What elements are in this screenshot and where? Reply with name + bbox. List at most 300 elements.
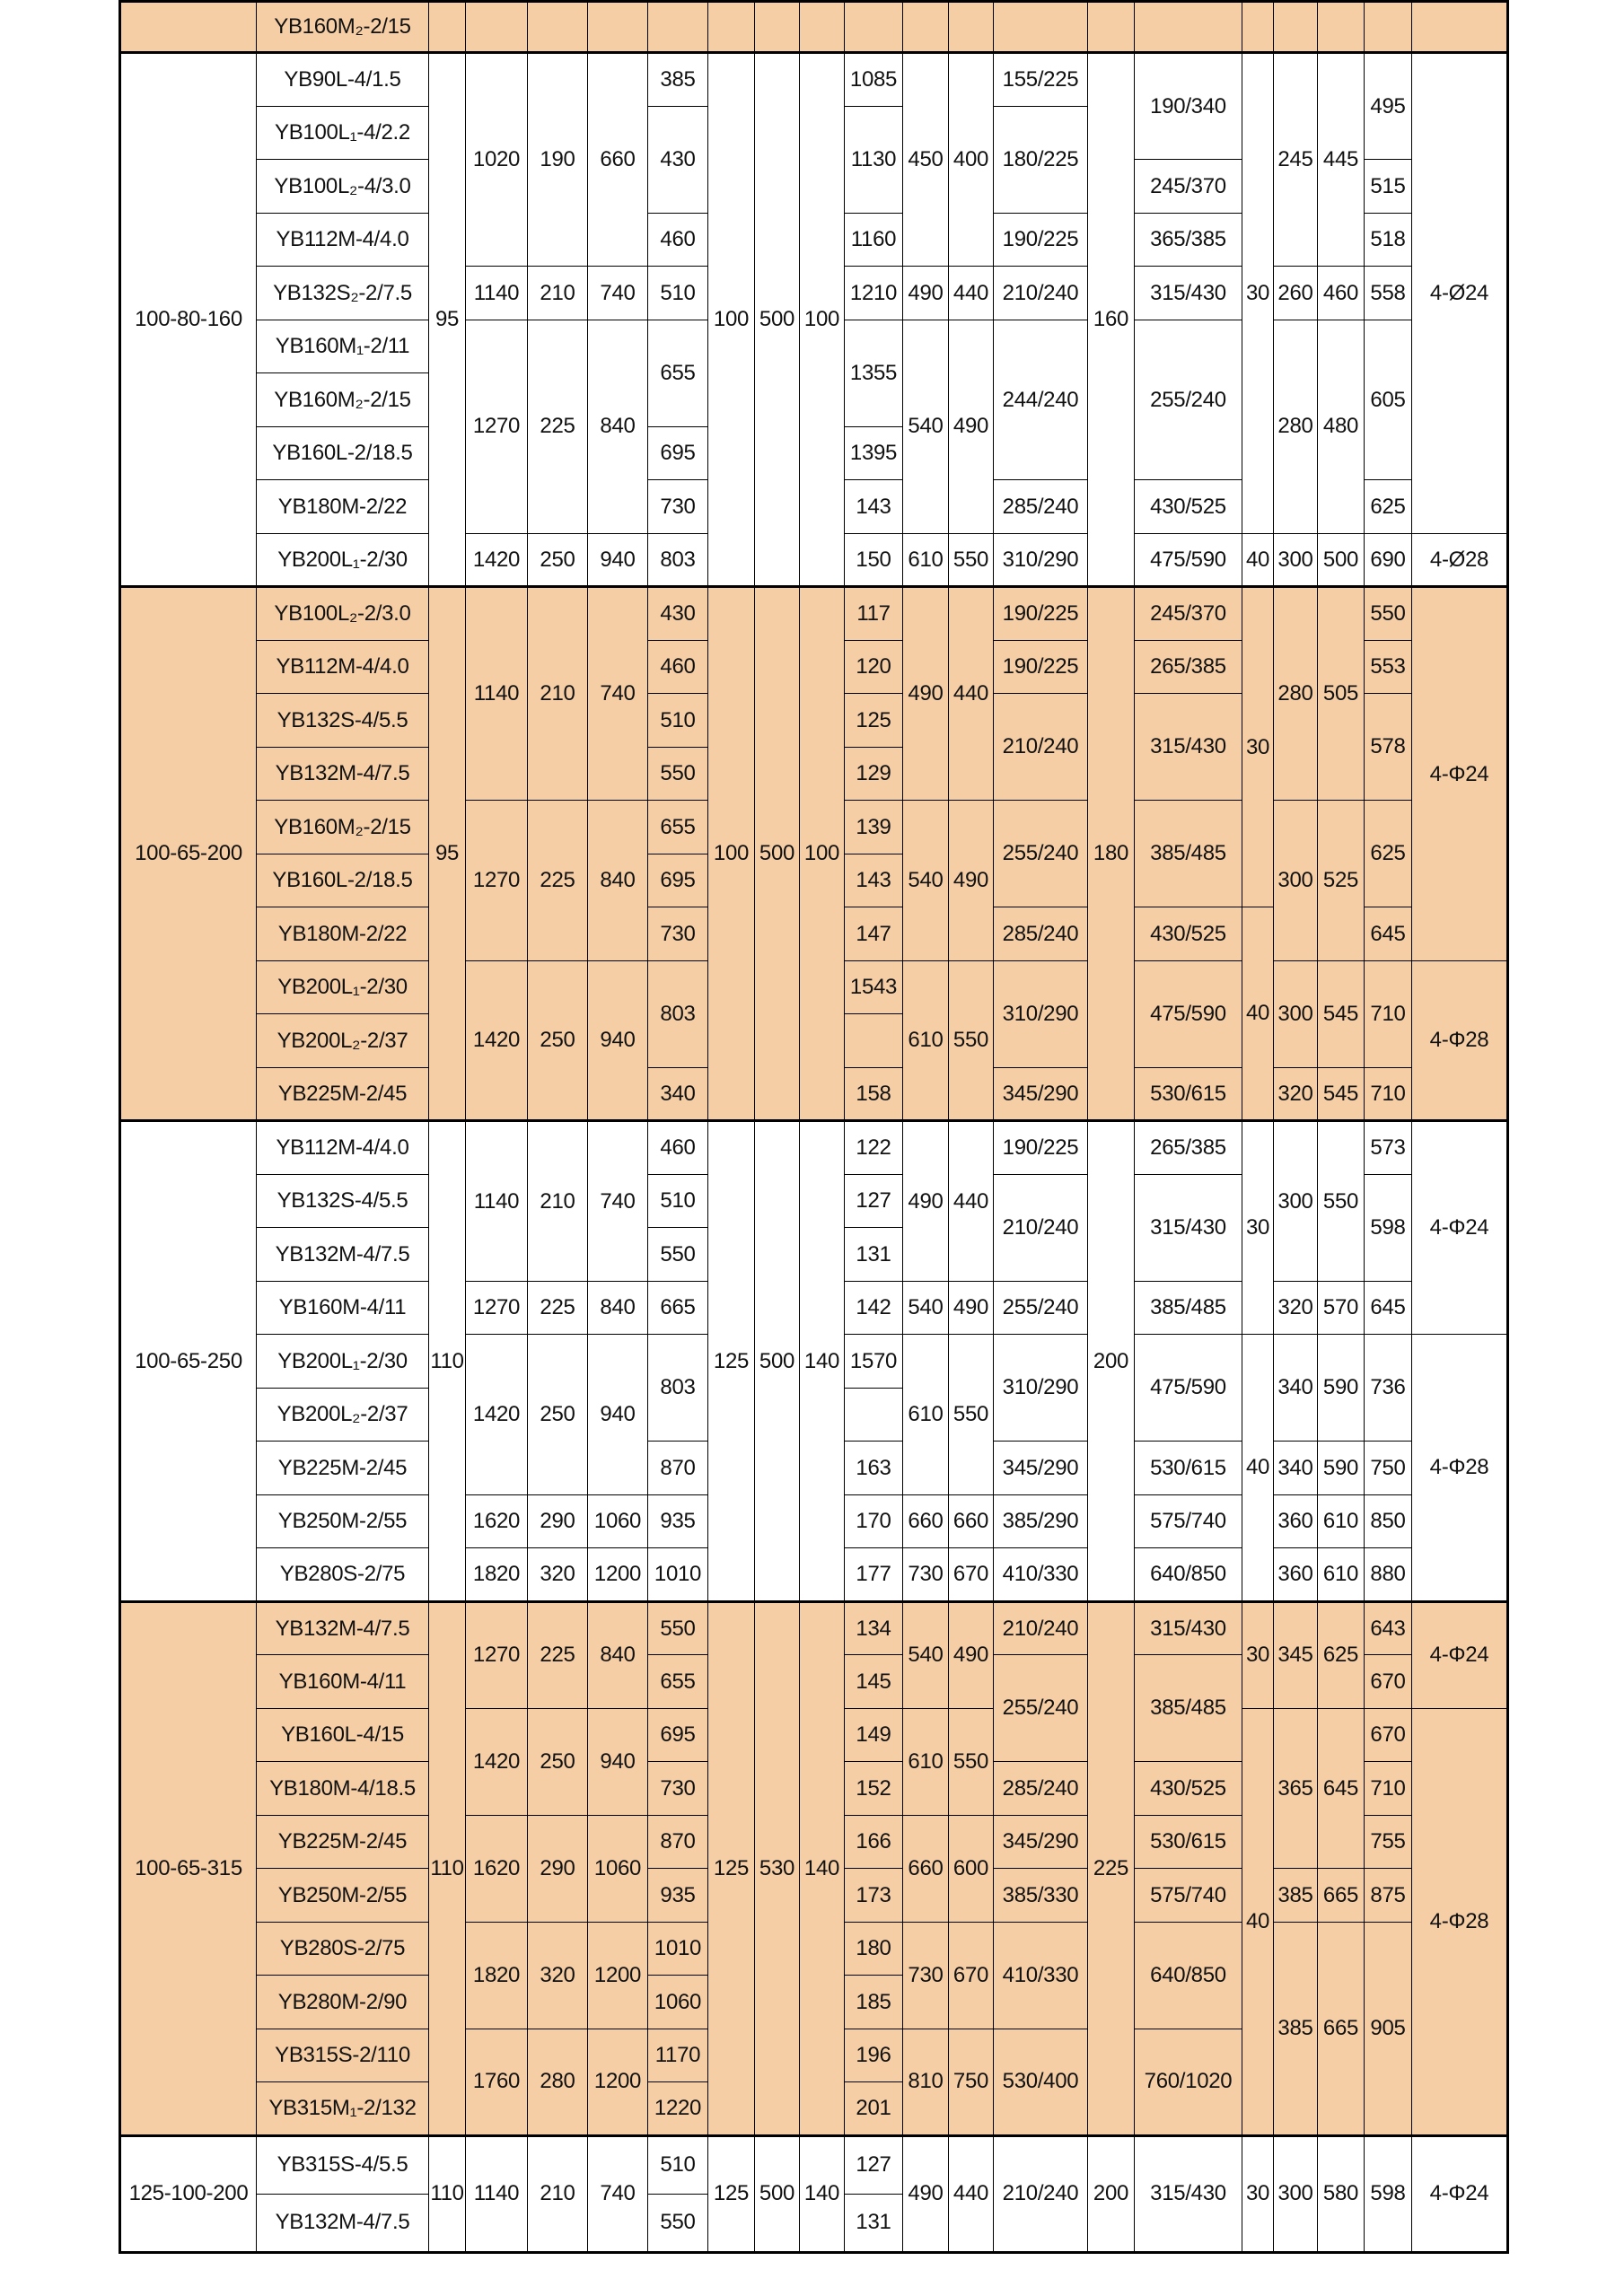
value-cell: 250 [528, 1708, 588, 1815]
value-cell: 655 [648, 801, 708, 854]
value-cell: 730 [648, 1762, 708, 1816]
value-cell: 525 [1318, 801, 1365, 961]
value-cell: 645 [1365, 1281, 1412, 1335]
value-cell: 803 [648, 533, 708, 587]
value-cell: 365/385 [1135, 213, 1242, 267]
value-cell: 210/240 [994, 694, 1088, 801]
value-cell: 385 [648, 53, 708, 107]
value-cell: 935 [648, 1869, 708, 1923]
value-cell: 660 [949, 1494, 994, 1548]
value-cell: 385/485 [1135, 1281, 1242, 1335]
value-cell [528, 2, 588, 53]
value-cell: 530/615 [1135, 1067, 1242, 1121]
model-cell: YB280S-2/75 [257, 1922, 429, 1976]
value-cell: 540 [903, 320, 949, 533]
value-cell: 140 [800, 1601, 845, 2135]
value-cell: 670 [949, 1922, 994, 2029]
value-cell: 1270 [466, 320, 528, 533]
model-cell: YB132M-4/7.5 [257, 747, 429, 801]
value-cell: 1140 [466, 267, 528, 320]
value-cell: 225 [528, 1601, 588, 1708]
value-cell: 345 [1274, 1601, 1318, 1708]
value-cell: 40 [1242, 1708, 1274, 2135]
value-cell: 1160 [845, 213, 903, 267]
value-cell: 1760 [466, 2029, 528, 2135]
model-cell: YB160M-4/11 [257, 1281, 429, 1335]
model-cell: YB225M-2/45 [257, 1442, 429, 1495]
value-cell: 1820 [466, 1548, 528, 1602]
model-cell: YB200L₂-2/37 [257, 1014, 429, 1068]
value-cell: 1420 [466, 1335, 528, 1495]
value-cell: 1200 [588, 1548, 648, 1602]
model-cell: YB160L-2/18.5 [257, 854, 429, 907]
value-cell: 730 [903, 1548, 949, 1602]
value-cell: 250 [528, 1335, 588, 1495]
value-cell [1318, 2, 1365, 53]
value-cell: 495 [1365, 53, 1412, 160]
value-cell: 315/430 [1135, 267, 1242, 320]
value-cell: 1355 [845, 320, 903, 426]
value-cell: 200 [1088, 1121, 1135, 1602]
value-cell: 505 [1318, 587, 1365, 801]
model-cell: YB132M-4/7.5 [257, 2194, 429, 2252]
value-cell: 690 [1365, 533, 1412, 587]
value-cell [1274, 2, 1318, 53]
value-cell [466, 2, 528, 53]
table-row [120, 53, 1508, 107]
value-cell: 131 [845, 2194, 903, 2252]
value-cell [1135, 2, 1242, 53]
value-cell: 365 [1274, 1708, 1318, 1869]
value-cell [903, 2, 949, 53]
model-cell: YB200L₂-2/37 [257, 1388, 429, 1442]
model-cell: YB160L-2/18.5 [257, 426, 429, 480]
value-cell: 300 [1274, 1121, 1318, 1282]
value-cell: 710 [1365, 960, 1412, 1067]
value-cell: 590 [1318, 1442, 1365, 1495]
value-cell: 625 [1365, 801, 1412, 907]
value-cell: 210 [528, 1121, 588, 1282]
value-cell: 550 [949, 960, 994, 1121]
value-cell: 255/240 [994, 801, 1088, 907]
value-cell [800, 2, 845, 53]
value-cell: 740 [588, 587, 648, 801]
value-cell: 625 [1365, 480, 1412, 534]
value-cell: 117 [845, 587, 903, 641]
value-cell: 245/370 [1135, 587, 1242, 641]
model-cell: YB180M-4/18.5 [257, 1762, 429, 1816]
value-cell: 4-Φ24 [1412, 1601, 1508, 1708]
value-cell: 740 [588, 2135, 648, 2252]
value-cell: 140 [800, 1121, 845, 1602]
value-cell: 940 [588, 1335, 648, 1495]
value-cell: 500 [1318, 533, 1365, 587]
value-cell: 320 [528, 1922, 588, 2029]
value-cell: 665 [1318, 1922, 1365, 2135]
table-row [120, 1601, 1508, 1655]
value-cell: 660 [903, 1815, 949, 1922]
value-cell: 100 [800, 587, 845, 1121]
group-label-cell: 100-65-200 [120, 587, 257, 1121]
value-cell: 40 [1242, 1335, 1274, 1602]
value-cell: 480 [1318, 320, 1365, 533]
value-cell: 750 [1365, 1442, 1412, 1495]
value-cell: 940 [588, 533, 648, 587]
value-cell: 553 [1365, 640, 1412, 694]
value-cell: 460 [1318, 267, 1365, 320]
value-cell: 210/240 [994, 1601, 1088, 1655]
value-cell: 1140 [466, 2135, 528, 2252]
value-cell: 530/400 [994, 2029, 1088, 2135]
table-row [120, 2135, 1508, 2194]
value-cell: 510 [648, 267, 708, 320]
value-cell: 30 [1242, 1601, 1274, 1708]
value-cell: 640/850 [1135, 1922, 1242, 2029]
value-cell: 4-Φ24 [1412, 2135, 1508, 2252]
value-cell: 30 [1242, 2135, 1274, 2252]
value-cell: 490 [903, 1121, 949, 1282]
value-cell: 385 [1274, 1922, 1318, 2135]
value-cell: 575/740 [1135, 1494, 1242, 1548]
value-cell: 1140 [466, 587, 528, 801]
value-cell: 540 [903, 1281, 949, 1335]
value-cell: 655 [648, 1655, 708, 1709]
value-cell: 170 [845, 1494, 903, 1548]
value-cell: 158 [845, 1067, 903, 1121]
value-cell: 1010 [648, 1548, 708, 1602]
value-cell: 640/850 [1135, 1548, 1242, 1602]
value-cell: 510 [648, 1174, 708, 1228]
value-cell: 440 [949, 2135, 994, 2252]
value-cell: 140 [800, 2135, 845, 2252]
value-cell: 870 [648, 1442, 708, 1495]
value-cell: 1060 [648, 1976, 708, 2029]
value-cell: 430 [648, 106, 708, 213]
value-cell: 125 [708, 1601, 755, 2135]
value-cell: 875 [1365, 1869, 1412, 1923]
value-cell: 1140 [466, 1121, 528, 1282]
group-label-cell [120, 2, 257, 53]
model-cell: YB200L₁-2/30 [257, 960, 429, 1014]
value-cell: 1270 [466, 801, 528, 961]
value-cell: 530/615 [1135, 1815, 1242, 1869]
value-cell: 410/330 [994, 1922, 1088, 2029]
value-cell: 660 [588, 53, 648, 267]
value-cell: 665 [648, 1281, 708, 1335]
value-cell: 127 [845, 1174, 903, 1228]
value-cell: 210/240 [994, 267, 1088, 320]
model-cell: YB132M-4/7.5 [257, 1601, 429, 1655]
value-cell: 840 [588, 801, 648, 961]
value-cell: 530 [755, 1601, 800, 2135]
value-cell: 125 [708, 1121, 755, 1602]
value-cell: 450 [903, 53, 949, 267]
value-cell: 280 [1274, 320, 1318, 533]
value-cell: 850 [1365, 1494, 1412, 1548]
value-cell: 190/225 [994, 213, 1088, 267]
value-cell: 610 [1318, 1548, 1365, 1602]
model-cell: YB250M-2/55 [257, 1494, 429, 1548]
model-cell: YB132S-4/5.5 [257, 1174, 429, 1228]
value-cell: 4-Φ24 [1412, 1121, 1508, 1335]
value-cell: 1200 [588, 1922, 648, 2029]
table-row [120, 587, 1508, 641]
value-cell: 625 [1318, 1601, 1365, 1708]
value-cell: 131 [845, 1228, 903, 1282]
value-cell: 550 [1365, 587, 1412, 641]
model-cell: YB160L-4/15 [257, 1708, 429, 1762]
value-cell: 210 [528, 2135, 588, 2252]
value-cell: 180 [845, 1922, 903, 1976]
value-cell: 265/385 [1135, 1121, 1242, 1175]
model-cell: YB100L₁-4/2.2 [257, 106, 429, 160]
value-cell: 670 [1365, 1655, 1412, 1709]
value-cell: 360 [1274, 1494, 1318, 1548]
value-cell: 310/290 [994, 960, 1088, 1067]
value-cell: 143 [845, 854, 903, 907]
value-cell: 1620 [466, 1494, 528, 1548]
value-cell: 730 [903, 1922, 949, 2029]
value-cell: 460 [648, 1121, 708, 1175]
value-cell: 210 [528, 587, 588, 801]
value-cell: 695 [648, 854, 708, 907]
value-cell: 695 [648, 1708, 708, 1762]
value-cell: 750 [949, 2029, 994, 2135]
value-cell: 280 [528, 2029, 588, 2135]
value-cell [845, 1014, 903, 1068]
model-cell: YB225M-2/45 [257, 1067, 429, 1121]
value-cell: 695 [648, 426, 708, 480]
value-cell: 598 [1365, 2135, 1412, 2252]
value-cell: 340 [1274, 1442, 1318, 1495]
value-cell: 310/290 [994, 533, 1088, 587]
value-cell: 180/225 [994, 106, 1088, 213]
value-cell: 255/240 [994, 1281, 1088, 1335]
value-cell: 490 [949, 801, 994, 961]
value-cell: 30 [1242, 53, 1274, 534]
value-cell [994, 2, 1088, 53]
model-cell: YB90L-4/1.5 [257, 53, 429, 107]
spec-table [119, 0, 1509, 2254]
value-cell: 550 [949, 533, 994, 587]
group-label-cell: 100-65-315 [120, 1601, 257, 2135]
value-cell: 610 [1318, 1494, 1365, 1548]
value-cell: 185 [845, 1976, 903, 2029]
value-cell: 610 [903, 960, 949, 1121]
value-cell: 166 [845, 1815, 903, 1869]
value-cell: 840 [588, 320, 648, 533]
value-cell: 340 [648, 1067, 708, 1121]
model-cell: YB315M₁-2/132 [257, 2082, 429, 2136]
value-cell: 1420 [466, 960, 528, 1121]
value-cell: 160 [1088, 53, 1135, 587]
value-cell: 905 [1365, 1922, 1412, 2135]
value-cell: 760/1020 [1135, 2029, 1242, 2135]
value-cell: 255/240 [1135, 320, 1242, 480]
value-cell: 110 [429, 2135, 466, 2252]
value-cell: 475/590 [1135, 960, 1242, 1067]
value-cell [648, 2, 708, 53]
value-cell [845, 2, 903, 53]
value-cell [1242, 2, 1274, 53]
value-cell: 310/290 [994, 1335, 1088, 1442]
model-cell: YB112M-4/4.0 [257, 213, 429, 267]
value-cell: 315/430 [1135, 1174, 1242, 1281]
value-cell: 840 [588, 1601, 648, 1708]
value-cell: 320 [1274, 1281, 1318, 1335]
value-cell: 225 [1088, 1601, 1135, 2135]
value-cell: 545 [1318, 960, 1365, 1067]
value-cell: 550 [1318, 1121, 1365, 1282]
table-row [120, 1121, 1508, 1175]
value-cell: 870 [648, 1815, 708, 1869]
value-cell: 460 [648, 640, 708, 694]
value-cell: 1130 [845, 106, 903, 213]
value-cell: 4-Ø28 [1412, 533, 1508, 587]
value-cell: 1060 [588, 1494, 648, 1548]
value-cell: 134 [845, 1601, 903, 1655]
value-cell: 660 [903, 1494, 949, 1548]
value-cell: 710 [1365, 1762, 1412, 1816]
model-cell: YB250M-2/55 [257, 1869, 429, 1923]
value-cell: 550 [648, 1228, 708, 1282]
value-cell: 500 [755, 53, 800, 587]
value-cell: 1620 [466, 1815, 528, 1922]
value-cell: 736 [1365, 1335, 1412, 1442]
value-cell: 4-Ø24 [1412, 53, 1508, 534]
value-cell: 4-Φ28 [1412, 1708, 1508, 2135]
value-cell: 225 [528, 1281, 588, 1335]
value-cell: 173 [845, 1869, 903, 1923]
value-cell: 385/485 [1135, 801, 1242, 907]
value-cell: 575/740 [1135, 1869, 1242, 1923]
value-cell: 127 [845, 2135, 903, 2194]
value-cell: 1570 [845, 1335, 903, 1389]
value-cell: 200 [1088, 2135, 1135, 2252]
value-cell: 645 [1318, 1708, 1365, 1869]
value-cell: 490 [949, 320, 994, 533]
value-cell: 145 [845, 1655, 903, 1709]
model-cell: YB132S-4/5.5 [257, 694, 429, 748]
value-cell: 803 [648, 1335, 708, 1442]
value-cell: 163 [845, 1442, 903, 1495]
value-cell: 1200 [588, 2029, 648, 2135]
value-cell: 147 [845, 907, 903, 961]
value-cell: 315/430 [1135, 694, 1242, 801]
value-cell: 190/340 [1135, 53, 1242, 160]
value-cell: 1420 [466, 533, 528, 587]
value-cell: 345/290 [994, 1067, 1088, 1121]
value-cell: 730 [648, 907, 708, 961]
value-cell: 30 [1242, 587, 1274, 907]
value-cell: 740 [588, 267, 648, 320]
value-cell: 190/225 [994, 587, 1088, 641]
value-cell: 95 [429, 587, 466, 1121]
value-cell: 400 [949, 53, 994, 267]
value-cell: 430/525 [1135, 480, 1242, 534]
value-cell: 385/330 [994, 1869, 1088, 1923]
value-cell: 643 [1365, 1601, 1412, 1655]
value-cell: 1543 [845, 960, 903, 1014]
value-cell: 670 [1365, 1708, 1412, 1762]
model-cell: YB280M-2/90 [257, 1976, 429, 2029]
value-cell: 605 [1365, 320, 1412, 480]
value-cell: 120 [845, 640, 903, 694]
value-cell: 190/225 [994, 640, 1088, 694]
model-cell: YB160M₂-2/15 [257, 801, 429, 854]
value-cell: 125 [845, 694, 903, 748]
value-cell: 810 [903, 2029, 949, 2135]
model-cell: YB100L₂-2/3.0 [257, 587, 429, 641]
value-cell: 600 [949, 1815, 994, 1922]
value-cell: 935 [648, 1494, 708, 1548]
value-cell: 580 [1318, 2135, 1365, 2252]
value-cell: 210/240 [994, 2135, 1088, 2252]
value-cell: 340 [1274, 1335, 1318, 1442]
value-cell: 129 [845, 747, 903, 801]
model-cell: YB160M₂-2/15 [257, 373, 429, 427]
value-cell: 245 [1274, 53, 1318, 267]
value-cell: 225 [528, 801, 588, 961]
value-cell: 285/240 [994, 907, 1088, 961]
value-cell: 110 [429, 1601, 466, 2135]
value-cell: 558 [1365, 267, 1412, 320]
value-cell [1412, 2, 1508, 53]
group-label-cell: 100-80-160 [120, 53, 257, 587]
value-cell [755, 2, 800, 53]
value-cell [1088, 2, 1135, 53]
value-cell: 285/240 [994, 1762, 1088, 1816]
value-cell: 225 [528, 320, 588, 533]
value-cell: 40 [1242, 907, 1274, 1121]
value-cell: 30 [1242, 1121, 1274, 1335]
value-cell: 201 [845, 2082, 903, 2136]
value-cell: 345/290 [994, 1442, 1088, 1495]
value-cell: 665 [1318, 1869, 1365, 1923]
value-cell: 122 [845, 1121, 903, 1175]
value-cell: 540 [903, 801, 949, 961]
model-cell: YB160M₂-2/15 [257, 2, 429, 53]
model-cell: YB160M₁-2/11 [257, 320, 429, 373]
value-cell: 149 [845, 1708, 903, 1762]
value-cell: 196 [845, 2029, 903, 2082]
value-cell: 573 [1365, 1121, 1412, 1175]
value-cell: 143 [845, 480, 903, 534]
value-cell: 260 [1274, 267, 1318, 320]
value-cell: 385/485 [1135, 1655, 1242, 1762]
value-cell: 139 [845, 801, 903, 854]
value-cell: 180 [1088, 587, 1135, 1121]
value-cell: 40 [1242, 533, 1274, 587]
value-cell: 755 [1365, 1815, 1412, 1869]
value-cell [588, 2, 648, 53]
value-cell: 285/240 [994, 480, 1088, 534]
value-cell: 1420 [466, 1708, 528, 1815]
value-cell: 385 [1274, 1869, 1318, 1923]
value-cell [1365, 2, 1412, 53]
value-cell: 300 [1274, 2135, 1318, 2252]
value-cell: 1210 [845, 267, 903, 320]
value-cell: 4-Φ24 [1412, 587, 1508, 961]
value-cell: 1020 [466, 53, 528, 267]
value-cell: 570 [1318, 1281, 1365, 1335]
value-cell: 300 [1274, 960, 1318, 1067]
value-cell [845, 1388, 903, 1442]
value-cell: 4-Φ28 [1412, 1335, 1508, 1602]
value-cell: 280 [1274, 587, 1318, 801]
value-cell: 490 [903, 267, 949, 320]
value-cell: 1010 [648, 1922, 708, 1976]
